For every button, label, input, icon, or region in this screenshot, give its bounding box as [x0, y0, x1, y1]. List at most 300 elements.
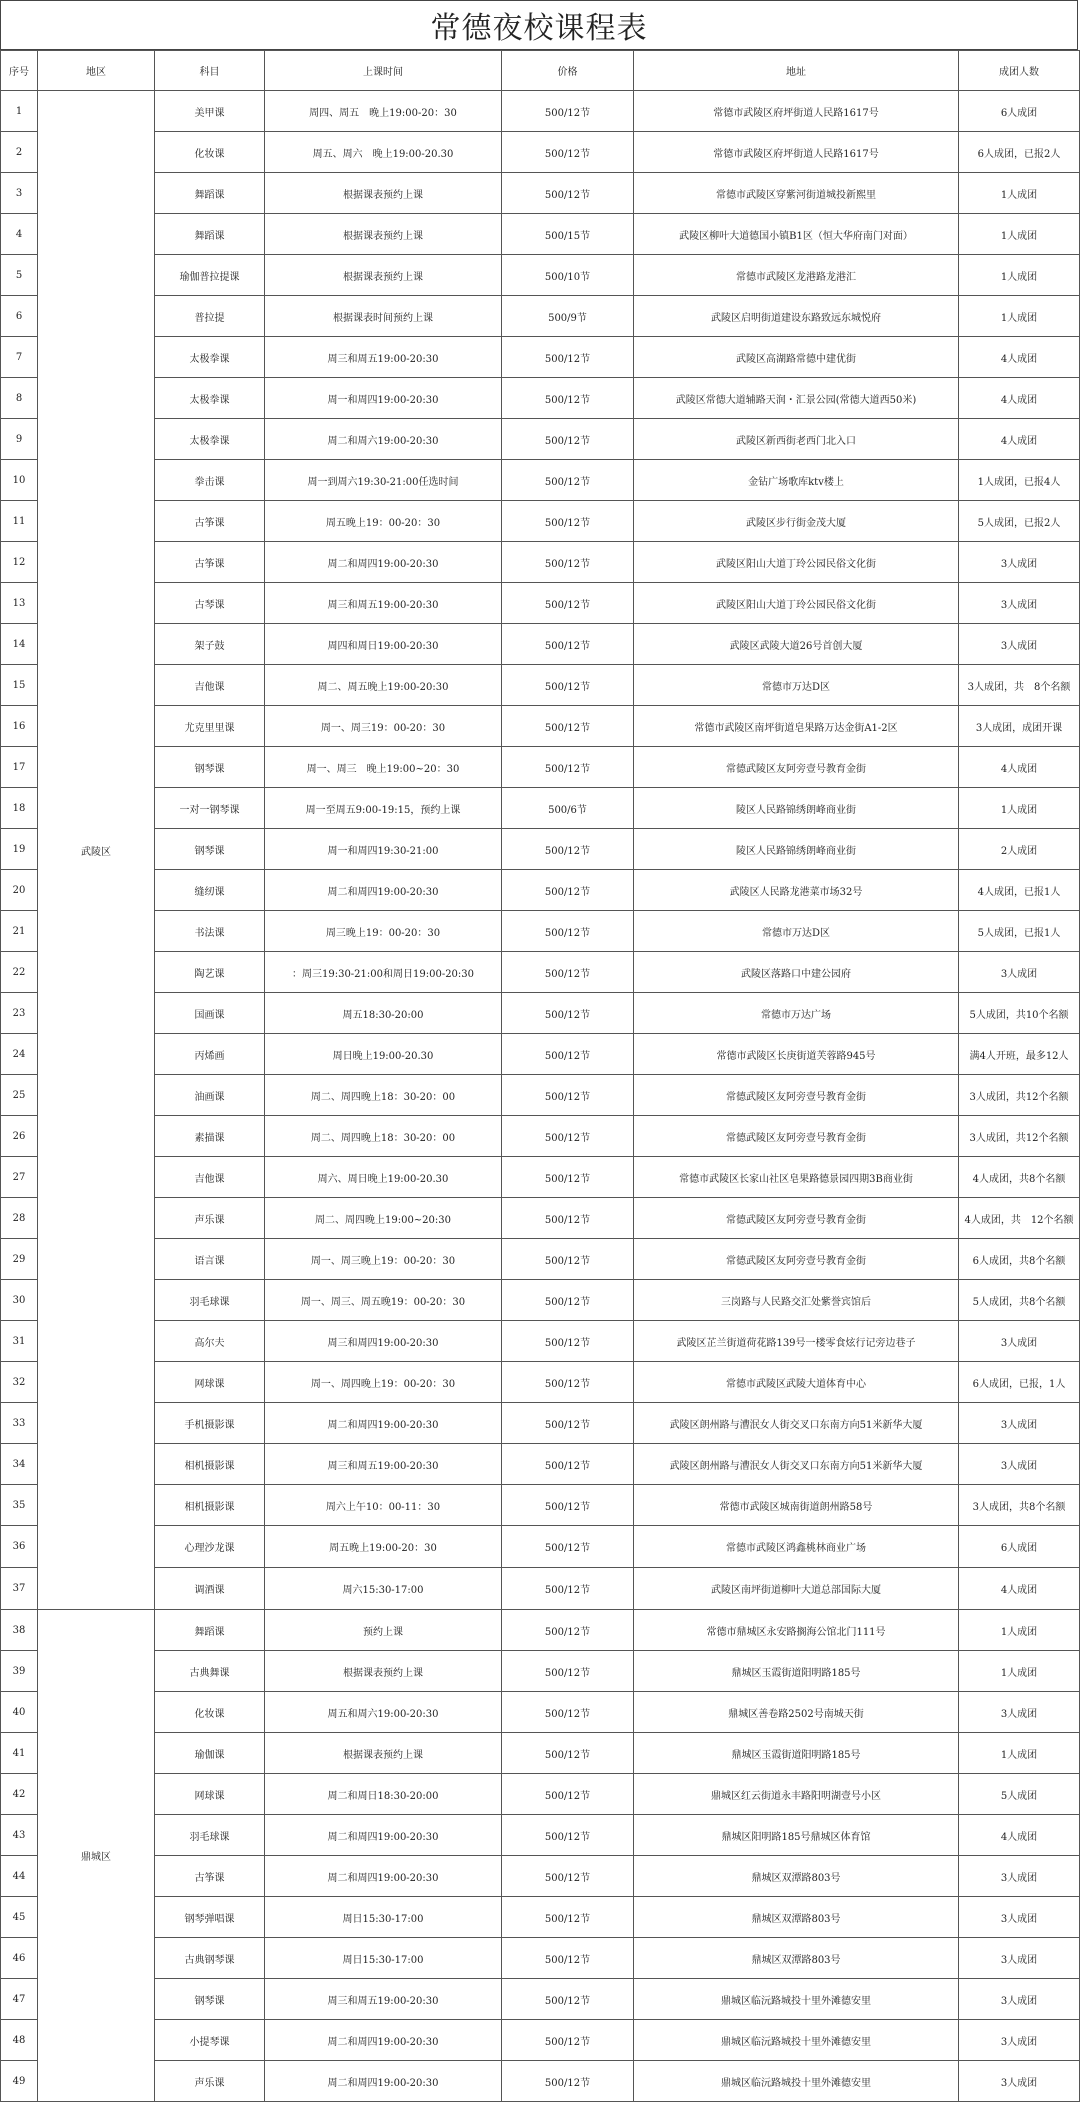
subject-cell: 古筝课 [155, 501, 265, 542]
time-cell: 根据课表预约上课 [265, 173, 502, 214]
index-cell: 45 [1, 1897, 38, 1938]
table-row [1, 583, 1080, 624]
time-cell: 周六15:30-17:00 [265, 1568, 502, 1610]
address-cell: 常德武陵区友阿旁壹号教育金街 [634, 1239, 959, 1280]
price-cell: 500/12节 [502, 1815, 634, 1856]
table-row [1, 1034, 1080, 1075]
group-size-cell: 3人成团，共12个名额 [959, 1116, 1080, 1157]
price-cell: 500/12节 [502, 1568, 634, 1610]
group-size-cell: 4人成团 [959, 378, 1080, 419]
address-cell: 鼎城区双潭路803号 [634, 1938, 959, 1979]
table-row [1, 1444, 1080, 1485]
group-size-cell: 3人成团 [959, 624, 1080, 665]
index-cell: 18 [1, 788, 38, 829]
group-size-cell: 6人成团，共8个名额 [959, 1239, 1080, 1280]
header-price: 价格 [502, 51, 634, 91]
group-size-cell: 6人成团 [959, 1526, 1080, 1568]
time-cell: 根据课表预约上课 [265, 255, 502, 296]
subject-cell: 架子鼓 [155, 624, 265, 665]
time-cell: 周二和周四19:00-20:30 [265, 1403, 502, 1444]
table-row [1, 1979, 1080, 2020]
group-size-cell: 3人成团，共12个名额 [959, 1075, 1080, 1116]
address-cell: 陵区人民路锦绣朗峰商业街 [634, 829, 959, 870]
table-row [1, 952, 1080, 993]
index-cell: 7 [1, 337, 38, 378]
table-body [1, 91, 1080, 2102]
table-row [1, 1733, 1080, 1774]
index-cell: 17 [1, 747, 38, 788]
time-cell: 周一、周四晚上19：00-20：30 [265, 1362, 502, 1403]
time-cell: 周三和周四19:00-20:30 [265, 1321, 502, 1362]
group-size-cell: 2人成团 [959, 829, 1080, 870]
subject-cell: 调酒课 [155, 1568, 265, 1610]
subject-cell: 舞蹈课 [155, 1610, 265, 1651]
index-cell: 2 [1, 132, 38, 173]
group-size-cell: 5人成团，已报1人 [959, 911, 1080, 952]
group-size-cell: 4人成团 [959, 419, 1080, 460]
price-cell: 500/12节 [502, 1651, 634, 1692]
time-cell: 周日15:30-17:00 [265, 1938, 502, 1979]
subject-cell: 声乐课 [155, 2061, 265, 2102]
subject-cell: 相机摄影课 [155, 1444, 265, 1485]
price-cell: 500/12节 [502, 1610, 634, 1651]
address-cell: 武陵区芷兰街道荷花路139号一楼零食炫行记旁边巷子 [634, 1321, 959, 1362]
time-cell: 周二和周四19:00-20:30 [265, 2020, 502, 2061]
index-cell: 15 [1, 665, 38, 706]
time-cell: 周二、周五晚上19:00-20:30 [265, 665, 502, 706]
index-cell: 13 [1, 583, 38, 624]
subject-cell: 瑜伽课 [155, 1733, 265, 1774]
address-cell: 常德市万达D区 [634, 911, 959, 952]
time-cell: 周一、周三 晚上19:00~20：30 [265, 747, 502, 788]
subject-cell: 羽毛球课 [155, 1815, 265, 1856]
header-subject: 科目 [155, 51, 265, 91]
index-cell: 46 [1, 1938, 38, 1979]
address-cell: 常德市武陵区南坪街道皂果路万达金街A1-2区 [634, 706, 959, 747]
subject-cell: 素描课 [155, 1116, 265, 1157]
header-time: 上课时间 [265, 51, 502, 91]
subject-cell: 太极拳课 [155, 337, 265, 378]
time-cell: 周二和周四19:00-20:30 [265, 542, 502, 583]
index-cell: 38 [1, 1610, 38, 1651]
time-cell: 周二、周四晚上18：30-20：00 [265, 1075, 502, 1116]
table-row [1, 1239, 1080, 1280]
subject-cell: 陶艺课 [155, 952, 265, 993]
subject-cell: 钢琴课 [155, 829, 265, 870]
header-address: 地址 [634, 51, 959, 91]
subject-cell: 化妆课 [155, 1692, 265, 1733]
table-row [1, 132, 1080, 173]
subject-cell: 舞蹈课 [155, 173, 265, 214]
group-size-cell: 1人成团 [959, 296, 1080, 337]
address-cell: 武陵区阳山大道丁玲公园民俗文化街 [634, 542, 959, 583]
price-cell: 500/12节 [502, 2061, 634, 2102]
address-cell: 鼎城区阳明路185号鼎城区体育馆 [634, 1815, 959, 1856]
table-row [1, 1321, 1080, 1362]
time-cell: 根据课表时间预约上课 [265, 296, 502, 337]
index-cell: 28 [1, 1198, 38, 1239]
group-size-cell: 4人成团 [959, 747, 1080, 788]
address-cell: 三岗路与人民路交汇处紫誉宾馆后 [634, 1280, 959, 1321]
price-cell: 500/12节 [502, 1321, 634, 1362]
address-cell: 常德市鼎城区永安路搁海公馆北门111号 [634, 1610, 959, 1651]
index-cell: 40 [1, 1692, 38, 1733]
price-cell: 500/12节 [502, 1444, 634, 1485]
index-cell: 22 [1, 952, 38, 993]
price-cell: 500/12节 [502, 132, 634, 173]
index-cell: 47 [1, 1979, 38, 2020]
time-cell: 周四和周日19:00-20:30 [265, 624, 502, 665]
price-cell: 500/12节 [502, 501, 634, 542]
subject-cell: 相机摄影课 [155, 1485, 265, 1526]
index-cell: 24 [1, 1034, 38, 1075]
group-size-cell: 3人成团 [959, 1897, 1080, 1938]
table-row [1, 1568, 1080, 1610]
group-size-cell: 1人成团，已报4人 [959, 460, 1080, 501]
time-cell: 周五、周六 晚上19:00-20.30 [265, 132, 502, 173]
time-cell: 周三和周五19:00-20:30 [265, 337, 502, 378]
index-cell: 3 [1, 173, 38, 214]
subject-cell: 美甲课 [155, 91, 265, 132]
time-cell: ：周三19:30-21:00和周日19:00-20:30 [265, 952, 502, 993]
group-size-cell: 3人成团，成团开课 [959, 706, 1080, 747]
header-index: 序号 [1, 51, 38, 91]
table-row [1, 1897, 1080, 1938]
table-row [1, 788, 1080, 829]
subject-cell: 网球课 [155, 1774, 265, 1815]
time-cell: 周二和周六19:00-20:30 [265, 419, 502, 460]
page-title: 常德夜校课程表 [0, 0, 1078, 50]
price-cell: 500/12节 [502, 1526, 634, 1568]
subject-cell: 尤克里里课 [155, 706, 265, 747]
group-size-cell: 3人成团 [959, 1403, 1080, 1444]
time-cell: 周三和周五19:00-20:30 [265, 1444, 502, 1485]
price-cell: 500/12节 [502, 583, 634, 624]
address-cell: 鼎城区临沅路城投十里外滩德安里 [634, 2020, 959, 2061]
table-row [1, 1692, 1080, 1733]
group-size-cell: 1人成团 [959, 1733, 1080, 1774]
address-cell: 常德武陵区友阿旁壹号教育金街 [634, 1198, 959, 1239]
address-cell: 常德市武陵区长庚街道芙蓉路945号 [634, 1034, 959, 1075]
subject-cell: 语言课 [155, 1239, 265, 1280]
time-cell: 根据课表预约上课 [265, 214, 502, 255]
price-cell: 500/12节 [502, 706, 634, 747]
address-cell: 鼎城区玉霞街道阳明路185号 [634, 1651, 959, 1692]
time-cell: 周五和周六19:00-20:30 [265, 1692, 502, 1733]
address-cell: 武陵区落路口中建公园府 [634, 952, 959, 993]
index-cell: 23 [1, 993, 38, 1034]
subject-cell: 拳击课 [155, 460, 265, 501]
index-cell: 32 [1, 1362, 38, 1403]
index-cell: 29 [1, 1239, 38, 1280]
group-size-cell: 6人成团，已报，1人 [959, 1362, 1080, 1403]
address-cell: 陵区人民路锦绣朗峰商业街 [634, 788, 959, 829]
price-cell: 500/12节 [502, 911, 634, 952]
address-cell: 武陵区阳山大道丁玲公园民俗文化街 [634, 583, 959, 624]
address-cell: 鼎城区双潭路803号 [634, 1856, 959, 1897]
time-cell: 周五18:30-20:00 [265, 993, 502, 1034]
price-cell: 500/12节 [502, 1362, 634, 1403]
table-row [1, 747, 1080, 788]
time-cell: 根据课表预约上课 [265, 1651, 502, 1692]
table-row [1, 1774, 1080, 1815]
table-row [1, 829, 1080, 870]
price-cell: 500/12节 [502, 1198, 634, 1239]
subject-cell: 油画课 [155, 1075, 265, 1116]
group-size-cell: 3人成团 [959, 1321, 1080, 1362]
group-size-cell: 5人成团，共8个名额 [959, 1280, 1080, 1321]
index-cell: 42 [1, 1774, 38, 1815]
address-cell: 鼎城区临沅路城投十里外滩德安里 [634, 2061, 959, 2102]
address-cell: 武陵区朗州路与漕泯女人街交叉口东南方向51米新华大厦 [634, 1403, 959, 1444]
subject-cell: 古筝课 [155, 542, 265, 583]
table-row [1, 1116, 1080, 1157]
index-cell: 19 [1, 829, 38, 870]
group-size-cell: 1人成团 [959, 255, 1080, 296]
subject-cell: 钢琴弹唱课 [155, 1897, 265, 1938]
subject-cell: 书法课 [155, 911, 265, 952]
price-cell: 500/12节 [502, 460, 634, 501]
subject-cell: 缝纫课 [155, 870, 265, 911]
index-cell: 1 [1, 91, 38, 132]
index-cell: 34 [1, 1444, 38, 1485]
price-cell: 500/12节 [502, 1239, 634, 1280]
index-cell: 37 [1, 1568, 38, 1610]
group-size-cell: 4人成团，已报1人 [959, 870, 1080, 911]
address-cell: 武陵区武陵大道26号首创大厦 [634, 624, 959, 665]
table-row [1, 1362, 1080, 1403]
index-cell: 41 [1, 1733, 38, 1774]
table-row [1, 91, 1080, 132]
index-cell: 43 [1, 1815, 38, 1856]
price-cell: 500/12节 [502, 747, 634, 788]
index-cell: 8 [1, 378, 38, 419]
price-cell: 500/12节 [502, 1157, 634, 1198]
price-cell: 500/10节 [502, 255, 634, 296]
index-cell: 35 [1, 1485, 38, 1526]
time-cell: 周二和周四19:00-20:30 [265, 1815, 502, 1856]
price-cell: 500/12节 [502, 1692, 634, 1733]
index-cell: 10 [1, 460, 38, 501]
group-size-cell: 6人成团 [959, 91, 1080, 132]
price-cell: 500/12节 [502, 1856, 634, 1897]
group-size-cell: 5人成团 [959, 1774, 1080, 1815]
index-cell: 26 [1, 1116, 38, 1157]
price-cell: 500/12节 [502, 337, 634, 378]
subject-cell: 高尔夫 [155, 1321, 265, 1362]
group-size-cell: 6人成团，已报2人 [959, 132, 1080, 173]
subject-cell: 钢琴课 [155, 1979, 265, 2020]
group-size-cell: 满4人开班，最多12人 [959, 1034, 1080, 1075]
index-cell: 33 [1, 1403, 38, 1444]
group-size-cell: 4人成团 [959, 1568, 1080, 1610]
group-size-cell: 3人成团 [959, 1444, 1080, 1485]
subject-cell: 心理沙龙课 [155, 1526, 265, 1568]
index-cell: 36 [1, 1526, 38, 1568]
time-cell: 周一和周四19:00-20:30 [265, 378, 502, 419]
subject-cell: 舞蹈课 [155, 214, 265, 255]
address-cell: 武陵区新西街老西门北入口 [634, 419, 959, 460]
time-cell: 周一和周四19:30-21:00 [265, 829, 502, 870]
subject-cell: 小提琴课 [155, 2020, 265, 2061]
index-cell: 27 [1, 1157, 38, 1198]
header-region: 地区 [38, 51, 155, 91]
table-row [1, 706, 1080, 747]
table-row [1, 993, 1080, 1034]
table-row [1, 378, 1080, 419]
index-cell: 25 [1, 1075, 38, 1116]
group-size-cell: 4人成团，共 12个名额 [959, 1198, 1080, 1239]
price-cell: 500/12节 [502, 829, 634, 870]
address-cell: 常德武陵区友阿旁壹号教育金街 [634, 1075, 959, 1116]
table-row [1, 1485, 1080, 1526]
time-cell: 周一、周三19：00-20：30 [265, 706, 502, 747]
price-cell: 500/12节 [502, 1280, 634, 1321]
address-cell: 常德市武陵区武陵大道体育中心 [634, 1362, 959, 1403]
group-size-cell: 3人成团，共 8个名额 [959, 665, 1080, 706]
group-size-cell: 3人成团 [959, 1856, 1080, 1897]
group-size-cell: 1人成团 [959, 788, 1080, 829]
table-row [1, 1651, 1080, 1692]
subject-cell: 手机摄影课 [155, 1403, 265, 1444]
group-size-cell: 1人成团 [959, 1651, 1080, 1692]
course-table [0, 50, 1080, 2102]
table-row [1, 214, 1080, 255]
time-cell: 周六、周日晚上19:00-20.30 [265, 1157, 502, 1198]
header-row [1, 51, 1080, 91]
table-row [1, 624, 1080, 665]
price-cell: 500/12节 [502, 624, 634, 665]
table-row [1, 1403, 1080, 1444]
price-cell: 500/12节 [502, 2020, 634, 2061]
header-group-size: 成团人数 [959, 51, 1080, 91]
time-cell: 周一到周六19:30-21:00任选时间 [265, 460, 502, 501]
address-cell: 鼎城区红云街道永丰路阳明湖壹号小区 [634, 1774, 959, 1815]
price-cell: 500/12节 [502, 91, 634, 132]
price-cell: 500/12节 [502, 870, 634, 911]
subject-cell: 国画课 [155, 993, 265, 1034]
table-row [1, 911, 1080, 952]
address-cell: 武陵区高湖路常德中建优街 [634, 337, 959, 378]
price-cell: 500/6节 [502, 788, 634, 829]
address-cell: 金钻广场歌库ktv楼上 [634, 460, 959, 501]
table-row [1, 1280, 1080, 1321]
address-cell: 常德市武陵区穿紫河街道城投新熙里 [634, 173, 959, 214]
group-size-cell: 4人成团，共8个名额 [959, 1157, 1080, 1198]
time-cell: 预约上课 [265, 1610, 502, 1651]
group-size-cell: 3人成团 [959, 583, 1080, 624]
group-size-cell: 3人成团 [959, 2020, 1080, 2061]
address-cell: 鼎城区临沅路城投十里外滩德安里 [634, 1979, 959, 2020]
address-cell: 鼎城区双潭路803号 [634, 1897, 959, 1938]
address-cell: 武陵区人民路龙港菜市场32号 [634, 870, 959, 911]
region-cell: 武陵区 [38, 91, 155, 1610]
subject-cell: 古琴课 [155, 583, 265, 624]
subject-cell: 网球课 [155, 1362, 265, 1403]
table-row [1, 1075, 1080, 1116]
time-cell: 周三和周五19:00-20:30 [265, 583, 502, 624]
subject-cell: 太极拳课 [155, 419, 265, 460]
time-cell: 周二和周四19:00-20:30 [265, 2061, 502, 2102]
subject-cell: 吉他课 [155, 665, 265, 706]
address-cell: 武陵区南坪街道柳叶大道总部国际大厦 [634, 1568, 959, 1610]
subject-cell: 普拉提 [155, 296, 265, 337]
time-cell: 周三晚上19：00-20：30 [265, 911, 502, 952]
table-row [1, 870, 1080, 911]
group-size-cell: 4人成团 [959, 337, 1080, 378]
time-cell: 周二、周四晚上19:00~20:30 [265, 1198, 502, 1239]
table-row [1, 1610, 1080, 1651]
table-row [1, 255, 1080, 296]
time-cell: 周三和周五19:00-20:30 [265, 1979, 502, 2020]
price-cell: 500/12节 [502, 1034, 634, 1075]
price-cell: 500/9节 [502, 296, 634, 337]
group-size-cell: 3人成团 [959, 542, 1080, 583]
index-cell: 44 [1, 1856, 38, 1897]
address-cell: 武陵区常德大道辅路天润・汇景公园(常德大道西50米) [634, 378, 959, 419]
subject-cell: 吉他课 [155, 1157, 265, 1198]
index-cell: 11 [1, 501, 38, 542]
time-cell: 周二、周四晚上18：30-20：00 [265, 1116, 502, 1157]
group-size-cell: 1人成团 [959, 1610, 1080, 1651]
address-cell: 常德市武陵区城南街道朗州路58号 [634, 1485, 959, 1526]
address-cell: 武陵区启明街道建设东路致远东城悦府 [634, 296, 959, 337]
group-size-cell: 4人成团 [959, 1815, 1080, 1856]
index-cell: 20 [1, 870, 38, 911]
time-cell: 周二和周四19:00-20:30 [265, 1856, 502, 1897]
group-size-cell: 1人成团 [959, 214, 1080, 255]
price-cell: 500/12节 [502, 1979, 634, 2020]
time-cell: 周五晚上19:00-20：30 [265, 1526, 502, 1568]
table-row [1, 1856, 1080, 1897]
table-row [1, 542, 1080, 583]
subject-cell: 太极拳课 [155, 378, 265, 419]
table-row [1, 419, 1080, 460]
index-cell: 16 [1, 706, 38, 747]
table-row [1, 337, 1080, 378]
region-cell: 鼎城区 [38, 1610, 155, 2102]
address-cell: 常德市武陵区龙港路龙港汇 [634, 255, 959, 296]
address-cell: 常德市武陵区府坪街道人民路1617号 [634, 132, 959, 173]
table-row [1, 2061, 1080, 2102]
index-cell: 14 [1, 624, 38, 665]
index-cell: 4 [1, 214, 38, 255]
index-cell: 21 [1, 911, 38, 952]
price-cell: 500/12节 [502, 1938, 634, 1979]
table-row [1, 1526, 1080, 1568]
price-cell: 500/12节 [502, 1403, 634, 1444]
time-cell: 周日晚上19:00-20.30 [265, 1034, 502, 1075]
subject-cell: 声乐课 [155, 1198, 265, 1239]
time-cell: 周日15:30-17:00 [265, 1897, 502, 1938]
table-row [1, 1938, 1080, 1979]
address-cell: 武陵区步行街金茂大厦 [634, 501, 959, 542]
time-cell: 周四、周五 晚上19:00-20：30 [265, 91, 502, 132]
price-cell: 500/12节 [502, 1774, 634, 1815]
time-cell: 周一至周五9:00-19:15，预约上课 [265, 788, 502, 829]
subject-cell: 一对一钢琴课 [155, 788, 265, 829]
address-cell: 常德市武陵区府坪街道人民路1617号 [634, 91, 959, 132]
price-cell: 500/12节 [502, 378, 634, 419]
group-size-cell: 5人成团，共10个名额 [959, 993, 1080, 1034]
address-cell: 鼎城区善卷路2502号南城天街 [634, 1692, 959, 1733]
table-row [1, 1198, 1080, 1239]
table-row [1, 173, 1080, 214]
price-cell: 500/12节 [502, 1116, 634, 1157]
index-cell: 39 [1, 1651, 38, 1692]
subject-cell: 瑜伽普拉提课 [155, 255, 265, 296]
price-cell: 500/12节 [502, 419, 634, 460]
